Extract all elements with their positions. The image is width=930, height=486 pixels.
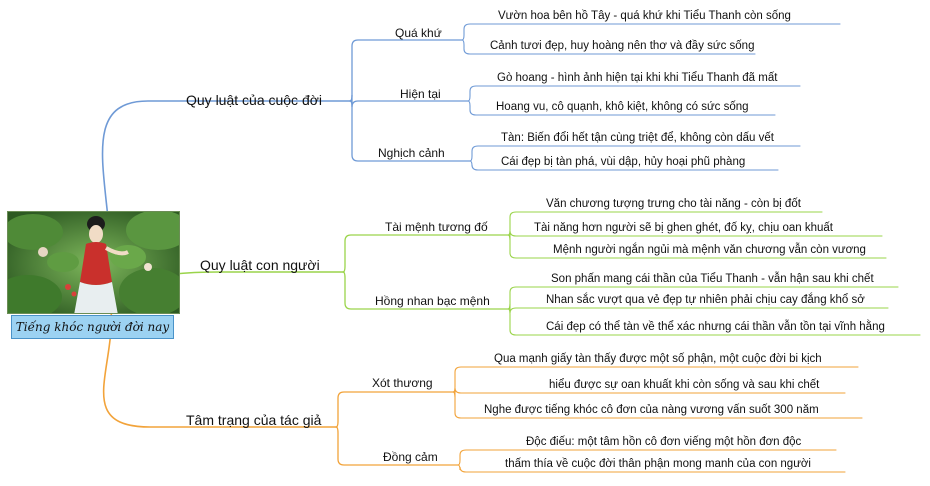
subtopic[interactable]: Quá khứ <box>395 26 442 40</box>
leaf-topic[interactable]: Tàn: Biến đổi hết tận cùng triệt để, không còn dấu vết <box>501 132 774 144</box>
branch-topic[interactable]: Quy luật của cuộc đời <box>186 92 323 108</box>
leaf-topic[interactable]: Tài năng hơn người sẽ bị ghen ghét, đố kỵ, chịu oan khuất <box>534 222 833 234</box>
central-topic[interactable] <box>7 211 180 341</box>
subtopic[interactable]: Xót thương <box>372 376 433 390</box>
leaf-topic[interactable]: Văn chương tượng trưng cho tài năng - còn bị đốt <box>546 198 801 210</box>
central-topic-illustration <box>7 211 180 314</box>
subtopic[interactable]: Nghịch cảnh <box>378 146 445 160</box>
leaf-topic[interactable]: Độc điếu: một tâm hồn cô đơn viếng một hồn đơn độc <box>526 436 802 448</box>
leaf-topic[interactable]: thấm thía về cuộc đời thân phận mong manh của con người <box>505 458 811 470</box>
leaf-topic[interactable]: Son phấn mang cái thần của Tiểu Thanh - vẫn hận sau khi chết <box>551 273 874 285</box>
leaf-topic[interactable]: hiểu được sự oan khuất khi còn sống và sau khi chết <box>549 379 820 391</box>
leaf-topic[interactable]: Cái đẹp bị tàn phá, vùi dập, hủy hoại phũ phàng <box>501 156 746 168</box>
branch-topic[interactable]: Quy luật con người <box>200 257 320 273</box>
leaf-topic[interactable]: Cảnh tươi đẹp, huy hoàng nên thơ và đầy sức sống <box>490 40 755 52</box>
leaf-connector <box>462 24 840 40</box>
leaf-topic[interactable]: Qua mạnh giấy tàn thấy được một số phận, một cuộc đời bi kịch <box>494 353 822 365</box>
subtopic[interactable]: Hồng nhan bạc mệnh <box>375 294 490 308</box>
subtopic[interactable]: Tài mệnh tương đố <box>385 220 488 234</box>
leaf-topic[interactable]: Vườn hoa bên hồ Tây - quá khứ khi Tiểu Thanh còn sống <box>498 10 791 22</box>
subtopic[interactable]: Hiện tại <box>400 87 441 101</box>
subtopic-connector <box>343 235 508 272</box>
leaf-topic[interactable]: Gò hoang - hình ảnh hiện tại khi khi Tiểu Thanh đã mất <box>497 72 778 84</box>
subtopic-connector <box>336 392 453 427</box>
leaf-connector <box>468 86 800 101</box>
leaf-topic[interactable]: Nhan sắc vượt qua vẻ đẹp tự nhiên phải chịu cay đắng khổ sở <box>546 294 865 306</box>
leaf-topic[interactable]: Cái đẹp có thể tàn về thể xác nhưng cái thần vẫn tồn tại vĩnh hằng <box>546 321 885 333</box>
leaf-topic[interactable]: Mệnh người ngắn ngủi mà mệnh văn chương vẫn còn vương <box>553 244 866 256</box>
leaf-topic[interactable]: Hoang vu, cô quạnh, khô kiệt, không có sức sống <box>496 101 749 113</box>
central-topic-label: Tiếng khóc người đời nay <box>11 315 174 339</box>
subtopic[interactable]: Đồng cảm <box>383 450 438 464</box>
leaf-topic[interactable]: Nghe được tiếng khóc cô đơn của nàng vương vấn suốt 300 năm <box>484 404 819 416</box>
branch-topic[interactable]: Tâm trạng của tác giả <box>186 412 322 428</box>
